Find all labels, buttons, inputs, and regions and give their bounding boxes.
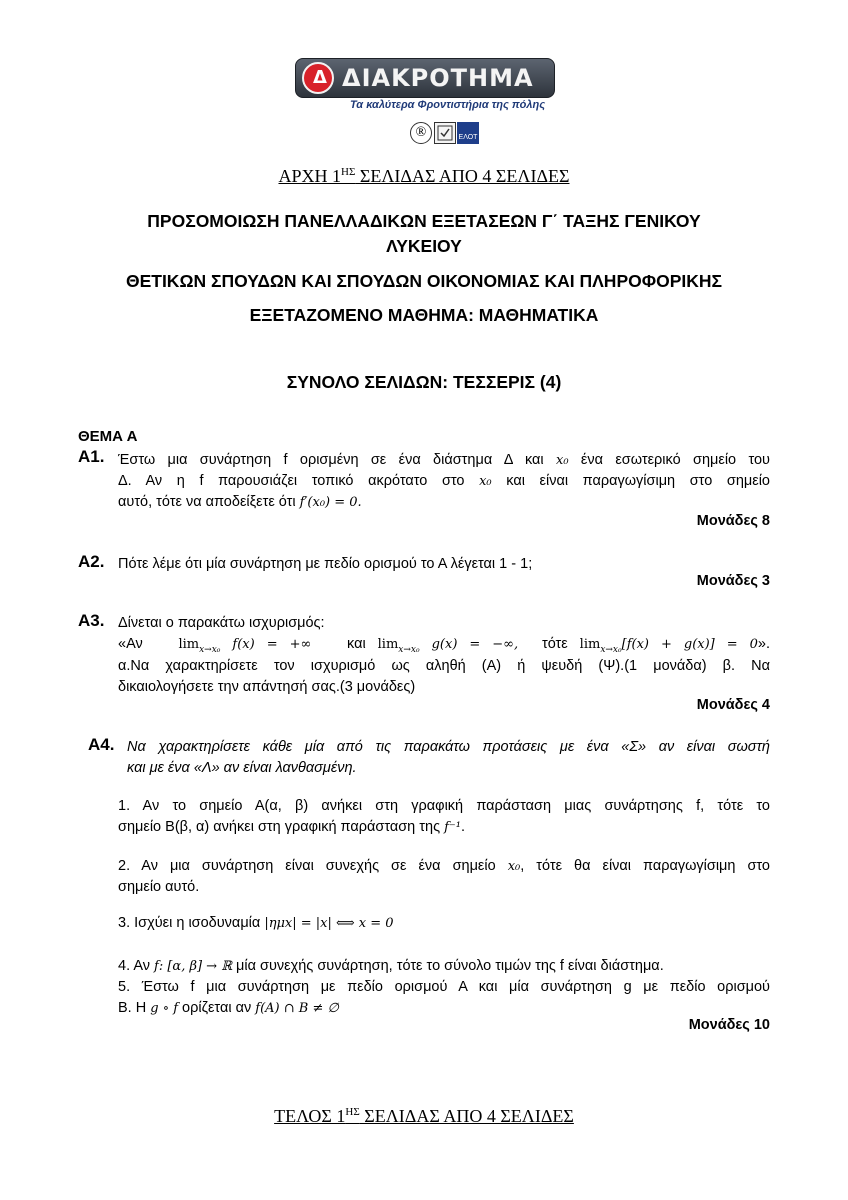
statement-2-line1: 2. Αν μια συνάρτηση είναι συνεχής σε ένα σημείο x₀, τότε θα είναι παραγωγίσιμη στο [118, 858, 771, 874]
question-a1-line1: Έστω μια συνάρτηση f ορισμένη σε ένα διάστημα Δ και x₀ ένα εσωτερικό σημείο του [118, 452, 770, 468]
question-a2-label: Α2. [78, 552, 105, 571]
section-heading: ΘΕΜΑ Α [78, 428, 138, 445]
page-footer-prefix: ΤΕΛΟΣ 1 [274, 1106, 346, 1126]
logo-banner [295, 58, 555, 98]
statement-2-line2: σημείο αυτό. [118, 879, 200, 895]
statement-5-line2: Β. Η g ∘ f ορίζεται αν f(A) ∩ B ≠ ∅ [118, 1000, 339, 1016]
question-a4-intro1: Να χαρακτηρίσετε κάθε μία από τις παρακάτω προτάσεις με ένα «Σ» αν είναι σωστή [127, 739, 770, 755]
question-a1-line3: αυτό, τότε να αποδείξετε ότι f′(x₀) = 0. [118, 494, 362, 510]
question-a1-marks: Μονάδες 8 [696, 513, 770, 529]
logo-tagline: Τα καλύτερα Φροντιστήρια της πόλης [350, 99, 546, 111]
logo-name: ΔΙΑΚΡΟΤΗΜΑ [342, 64, 534, 92]
exam-title-line1: ΠΡΟΣΟΜΟΙΩΣΗ ΠΑΝΕΛΛΑΔΙΚΩΝ ΕΞΕΤΑΣΕΩΝ Γ΄ ΤΑΞΗΣ ΓΕΝΙΚΟΥ [147, 211, 701, 231]
exam-subject: ΕΞΕΤΑΖΟΜΕΝΟ ΜΑΘΗΜΑ: ΜΑΘΗΜΑΤΙΚΑ [249, 305, 599, 325]
certification-icon [434, 122, 456, 144]
question-a1-label: Α1. [78, 447, 105, 466]
exam-title-line2: ΛΥΚΕΙΟΥ [386, 236, 462, 256]
logo-symbol: Δ [313, 67, 327, 88]
question-a3-label: Α3. [78, 611, 105, 630]
question-a3-intro: Δίνεται ο παρακάτω ισχυρισμός: [118, 615, 325, 631]
question-a3-marks: Μονάδες 4 [696, 697, 770, 713]
statement-3: 3. Ισχύει η ισοδυναμία |ημx| = |x| ⟺ x = 0 [118, 915, 394, 931]
elot-badge-icon: ΕΛΟΤ [457, 122, 479, 144]
brand-logo [295, 58, 553, 96]
total-pages: ΣΥΝΟΛΟ ΣΕΛΙΔΩΝ: ΤΕΣΣΕΡΙΣ (4) [286, 372, 562, 392]
page-footer-sup: ΗΣ [345, 1106, 360, 1118]
registered-mark-icon: ® [410, 122, 432, 144]
logo-delta-icon [302, 62, 334, 94]
page-header-prefix: ΑΡΧΗ 1 [278, 166, 341, 186]
statement-1-line2: σημείο Β(β, α) ανήκει στη γραφική παράσταση της f⁻¹. [118, 819, 466, 835]
question-a4-marks: Μονάδες 10 [688, 1017, 770, 1033]
question-a3-claim: «Αν $\lim_{x\to x_0} f(x)$ = +∞ και $\lim_{x\to x_0} g(x)$ = −∞, τότε $\lim_{x\to x_0}[f(x) + g(x)] = 0$». [118, 636, 771, 655]
question-a2-text: Πότε λέμε ότι μία συνάρτηση με πεδίο ορισμού το Α λέγεται 1 - 1; [118, 556, 533, 572]
statement-4: 4. Αν f: [α, β] → ℝ μία συνεχής συνάρτηση, τότε το σύνολο τιμών της f είναι διάστημα. [118, 958, 664, 974]
exam-title-line3: ΘΕΤΙΚΩΝ ΣΠΟΥΔΩΝ ΚΑΙ ΣΠΟΥΔΩΝ ΟΙΚΟΝΟΜΙΑΣ ΚΑΙ ΠΛΗΡΟΦΟΡΙΚΗΣ [125, 271, 723, 291]
question-a4-label: Α4. [88, 735, 115, 754]
question-a3-line2: α.Να χαρακτηρίσετε τον ισχυρισμό ως αληθή (Α) ή ψευδή (Ψ).(1 μονάδα) β. Να [118, 658, 770, 674]
question-a3-line3: δικαιολογήσετε την απάντησή σας.(3 μονάδες) [118, 679, 416, 695]
page-header-sup: ΗΣ [341, 166, 356, 178]
statement-1-line1: 1. Αν το σημείο Α(α, β) ανήκει στη γραφική παράσταση μιας συνάρτησης f, τότε το [118, 798, 770, 814]
question-a1-line2: Δ. Αν η f παρουσιάζει τοπικό ακρότατο στο x₀ και είναι παραγωγίσιμη στο σημείο [118, 473, 770, 489]
question-a4-intro2: και με ένα «Λ» αν είναι λανθασμένη. [127, 760, 357, 776]
page-footer [0, 1106, 848, 1127]
page-header [0, 166, 848, 187]
statement-5-line1: 5. Έστω f μια συνάρτηση με πεδίο ορισμού Α και μία συνάρτηση g με πεδίο ορισμού [118, 979, 770, 995]
page-footer-suffix: ΣΕΛΙΔΑΣ ΑΠΟ 4 ΣΕΛΙΔΕΣ [359, 1106, 574, 1126]
page-header-suffix: ΣΕΛΙΔΑΣ ΑΠΟ 4 ΣΕΛΙΔΕΣ [355, 166, 570, 186]
question-a2-marks: Μονάδες 3 [696, 573, 770, 589]
